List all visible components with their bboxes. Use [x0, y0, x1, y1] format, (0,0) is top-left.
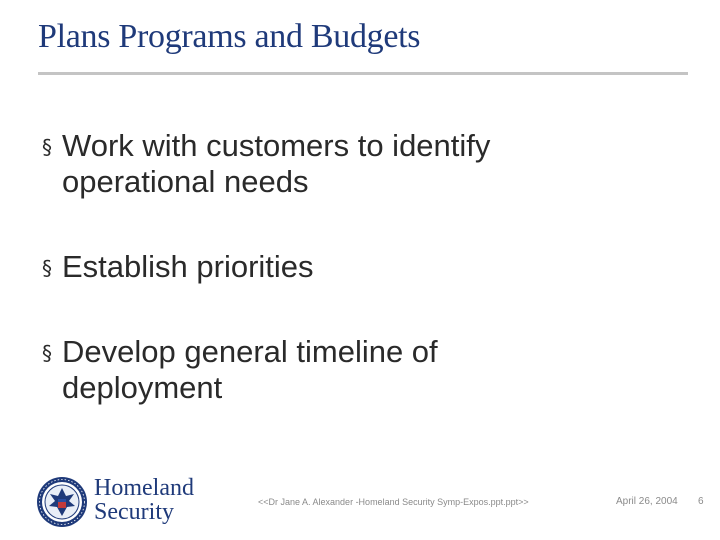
- bullet-item: [42, 128, 642, 200]
- dhs-seal-icon: [36, 476, 88, 528]
- bullet-line: deployment: [62, 370, 223, 405]
- logo-line: Security: [94, 499, 174, 525]
- footer-presentation-name: <<Dr Jane A. Alexander -Homeland Security Symp-Expos.ppt.ppt>>: [258, 497, 529, 507]
- bullet-marker-icon: §: [42, 135, 52, 159]
- bullet-line: Develop general timeline of: [62, 334, 438, 369]
- footer-date: April 26, 2004: [616, 496, 678, 507]
- bullet-line: Work with customers to identify: [62, 128, 491, 163]
- bullet-list: [42, 128, 642, 455]
- bullet-marker-icon: §: [42, 256, 52, 280]
- logo-wordmark: [94, 476, 194, 524]
- title-divider: [38, 72, 688, 75]
- bullet-line: operational needs: [62, 164, 309, 199]
- bullet-item: [42, 249, 642, 285]
- bullet-line: Establish priorities: [62, 249, 314, 284]
- bullet-marker-icon: §: [42, 341, 52, 365]
- homeland-security-logo: [36, 474, 216, 530]
- bullet-item: [42, 334, 642, 406]
- logo-line: Homeland: [94, 475, 194, 501]
- footer-page-number: 6: [698, 496, 704, 507]
- slide-title: Plans Programs and Budgets: [38, 18, 421, 55]
